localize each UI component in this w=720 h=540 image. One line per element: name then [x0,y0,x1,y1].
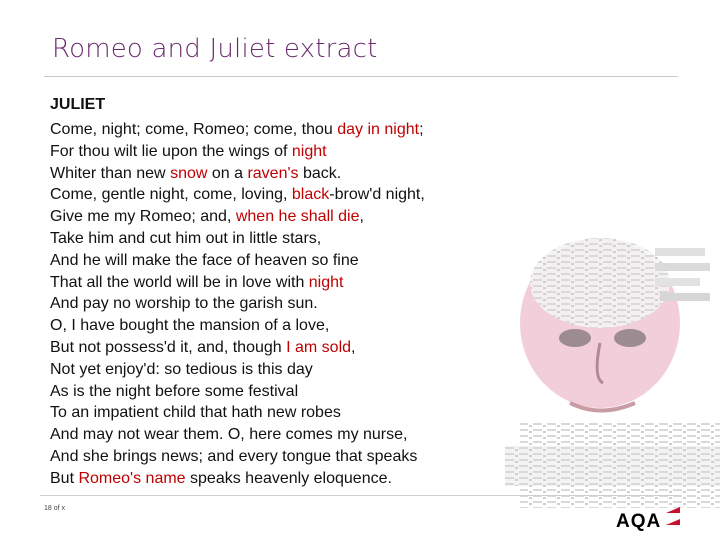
poem-line [50,424,425,446]
footer-divider [40,495,680,496]
poem-line [50,359,425,381]
poem-line [50,228,425,250]
line-text: Not yet enjoy'd: so tedious is this day [50,360,313,378]
line-text: on a [207,164,248,182]
line-text: back. [298,164,342,182]
highlighted-phrase: day in night [337,121,420,138]
line-text: , [359,208,364,226]
aqa-logo [614,505,694,533]
poem-line [50,315,425,337]
poem-line [50,337,425,359]
line-text: And pay no worship to the garish sun. [50,295,318,313]
line-text: O, I have bought the mansion of a love, [50,317,330,335]
line-text: But [50,469,79,487]
poem-line [50,446,425,468]
line-text: Take him and cut him out in little stars, [50,229,322,247]
poem-line [50,206,425,228]
poem-line [50,468,425,490]
page-number: 18 of x [44,505,66,512]
logo-flag-top [666,507,680,513]
highlighted-phrase: I am sold [286,338,352,356]
poem-line [50,272,425,294]
shakespeare-word-portrait [505,218,720,508]
poem-line [50,141,425,163]
highlighted-phrase: night [291,142,327,160]
highlighted-phrase: black [291,186,330,204]
line-text: And may not wear them. O, here comes my nurse, [50,426,408,444]
highlighted-phrase: snow [170,164,208,182]
poem-line [50,381,425,403]
poem-line [50,163,425,185]
line-text: And she brings news; and every tongue that speaks [50,447,418,465]
line-text: As is the night before some festival [50,382,299,400]
line-text: To an impatient child that hath new robes [50,404,341,422]
title-divider [44,76,678,77]
poem-line [50,293,425,315]
line-text: speaks heavenly eloquence. [185,469,392,487]
line-text: That all the world will be in love with [50,273,309,291]
line-text: Whiter than new [50,164,171,182]
line-text: Come, night; come, Romeo; come, thou [50,121,338,138]
poem-line [50,250,425,272]
poem-line [50,402,425,424]
line-text: ; [419,121,424,138]
aqa-logo-text: AQA [616,511,662,532]
logo-flag-bottom [666,519,680,525]
line-text: Come, gentle night, come, loving, [50,186,292,204]
speaker-name: JULIET [50,96,106,113]
line-text: -brow'd night, [329,186,425,204]
line-text: But not possess'd it, and, though [50,338,287,356]
poem-extract [50,119,425,490]
line-text: For thou wilt lie upon the wings of [50,142,292,160]
slide-title: Romeo and Juliet extract [52,34,378,64]
poem-line [50,184,425,206]
line-text: , [351,338,356,356]
highlighted-phrase: night [308,273,344,291]
poem-line [50,119,425,141]
highlighted-phrase: Romeo's name [78,469,186,487]
highlighted-phrase: raven's [247,164,299,182]
line-text: And he will make the face of heaven so fine [50,251,359,269]
line-text: Give me my Romeo; and, [50,208,236,226]
highlighted-phrase: when he shall die [235,208,360,226]
